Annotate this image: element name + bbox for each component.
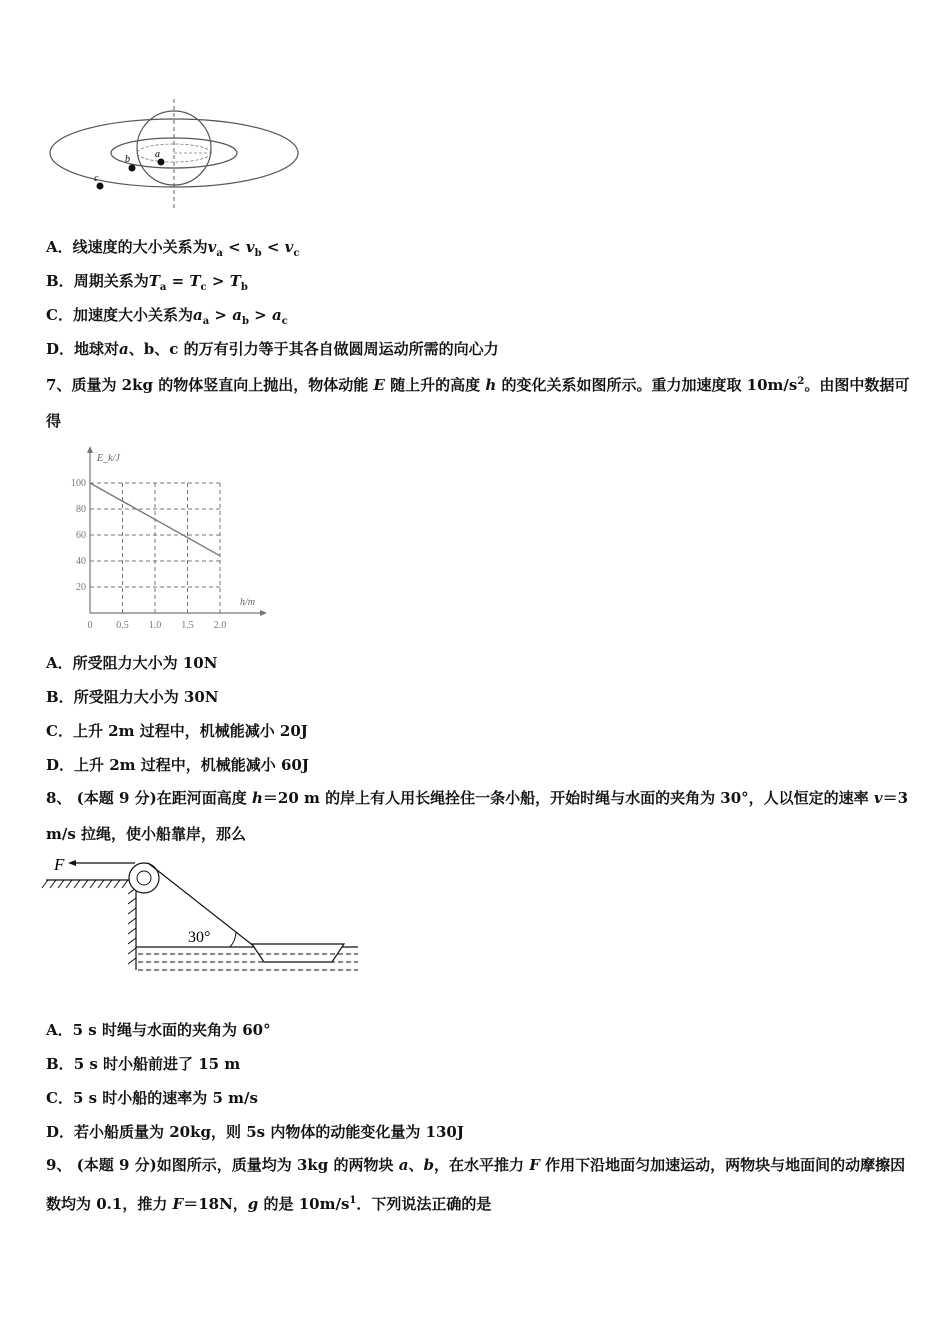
x-tick-label: 0.5 [116,620,129,631]
math-subscript: b [254,248,262,259]
y-tick-label: 100 [71,478,86,489]
angle-arc [230,932,236,947]
math-symbol: T [229,272,241,290]
boat [252,944,344,962]
satellite-b [129,165,136,172]
q8-option-d: D．若小船质量为 20kg，则 5s 内物体的动能变化量为 130J [46,1123,464,1141]
q9-stem: 9、 (本题 9 分)如图所示，质量均为 3kg 的两物块 a、b，在水平推力 F 作用下沿地面匀加速运动，两物块与地面间的动摩擦因数均为 0.1，推力 F＝18N，g 的是 $10m/s^1$．下列说法正确的是 [46,1156,906,1213]
q6-option-b: B．周期关系为$T_a = T_c > T_b$ [46,272,248,293]
y-axis-label: E_k/J [97,453,120,464]
x-tick-label: 2.0 [213,620,227,631]
math-subscript: c [200,282,207,293]
q8-stem: 8、 (本题 9 分)在距河面高度 h＝20 m 的岸上有人用长绳拴住一条小船，开始时绳与水面的夹角为 30°，人以恒定的速率 v＝3 m/s 拉绳，使小船靠岸，那么 [46,789,909,843]
math-subscript: a [202,316,210,327]
q7-option-b: B．所受阻力大小为 30N [46,688,219,706]
q8-option-b: B．5 s 时小船前进了 15 m [46,1055,241,1073]
math-symbol: v [284,238,294,256]
q7-option-d: D．上升 2m 过程中，机械能减小 60J [46,756,309,774]
q6-b-expr: $T_a = T_c > T_b$ [148,272,248,293]
q7-option-a: A．所受阻力大小为 10N [46,654,218,672]
math-symbol: v [207,238,217,256]
y-tick-label: 80 [76,504,86,515]
label-b: b [125,154,130,165]
q7-stem: 7、质量为 2kg 的物体竖直向上抛出，物体动能 E 随上升的高度 h 的变化关系如图所示。重力加速度取 $10m/s^2$。由图中数据可得 [46,376,910,430]
q6-c-expr: $a_a > a_b > a_c$ [192,306,288,327]
q6-option-d: D．地球对a、b、c 的万有引力等于其各自做圆周运动所需的向心力 [46,340,499,358]
q7-option-c: C．上升 2m 过程中，机械能减小 20J [46,722,308,740]
q8-option-a: A．5 s 时绳与水面的夹角为 60° [46,1021,271,1039]
q6-option-c: C．加速度大小关系为$a_a > a_b > a_c$ [46,306,288,327]
x-tick-label: 0 [87,620,93,631]
boat-figure [40,850,370,980]
q6-a-expr: $v_a < v_b < v_c$ [207,238,300,259]
sym-a: a [119,340,129,358]
x-axis-label: h/m [240,597,255,608]
math-symbol: T [148,272,160,290]
q6-option-a: A．线速度的大小关系为$v_a < v_b < v_c$ [46,238,300,259]
math-symbol: a [232,306,242,324]
math-symbol: a [271,306,282,324]
x-tick-label: 1.0 [148,620,162,631]
y-tick-label: 40 [76,556,86,567]
y-tick-label: 20 [76,582,86,593]
label-a: a [155,149,160,160]
orbit-figure [40,95,310,215]
x-tick-label: 1.5 [181,620,194,631]
ground-hatch [42,880,128,888]
math-subscript: c [281,316,288,327]
q8-option-c: C．5 s 时小船的速率为 5 m/s [46,1089,258,1107]
math-subscript: a [159,282,167,293]
math-subscript: b [240,282,248,293]
label-c: c [94,173,99,184]
math-subscript: c [293,248,300,259]
math-symbol: v [245,238,255,256]
angle-label: 30° [188,929,211,946]
math-symbol: a [192,306,203,324]
y-tick-label: 60 [76,530,86,541]
math-symbol: T [189,272,201,290]
math-subscript: b [241,316,249,327]
math-subscript: a [216,248,223,259]
ek-height-chart [55,445,280,635]
force-label: F [54,855,65,874]
